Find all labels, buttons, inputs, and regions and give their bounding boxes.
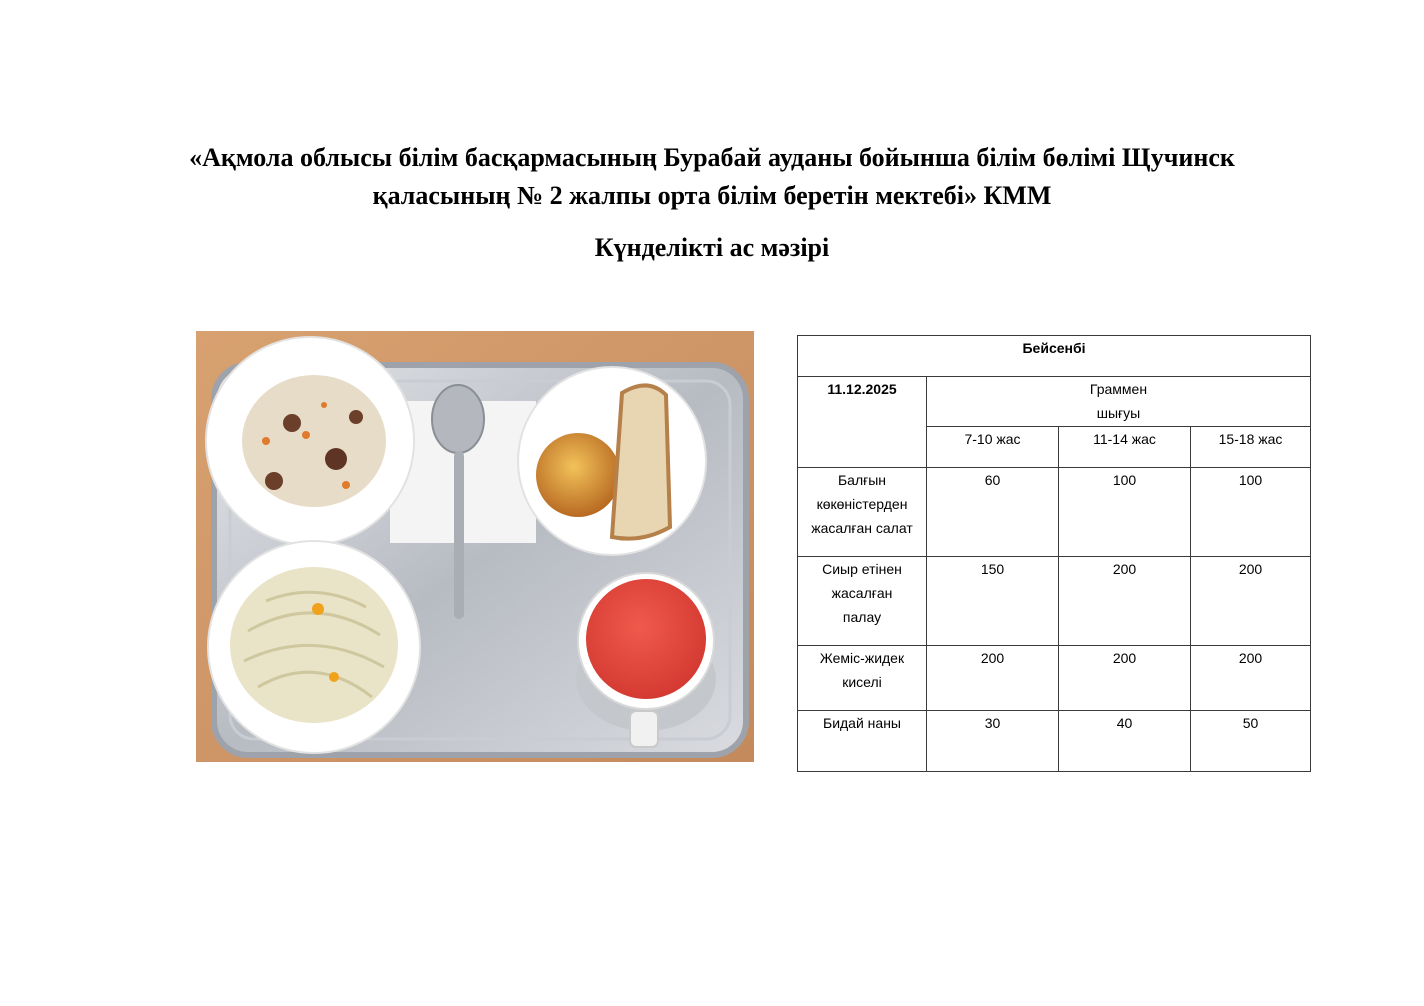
- meal-photo: [196, 331, 754, 762]
- school-name-line-2: қаласының № 2 жалпы орта білім беретін мектебі» КММ: [372, 181, 1052, 210]
- portion-value: 30: [927, 711, 1059, 772]
- menu-title: Күнделікті ас мәзірі: [594, 233, 830, 262]
- dish-name: Жеміс-жидек киселі: [798, 646, 927, 711]
- bread-plate: [518, 367, 706, 555]
- portion-value: 50: [1191, 711, 1311, 772]
- age-group-header: 11-14 жас: [1059, 427, 1191, 468]
- portion-value: 100: [1059, 468, 1191, 557]
- menu-table: [797, 335, 1311, 772]
- yield-header-row: [798, 377, 1311, 427]
- portion-value: 200: [1059, 646, 1191, 711]
- day-row: [798, 336, 1311, 377]
- portion-value: 150: [927, 557, 1059, 646]
- portion-value: 100: [1191, 468, 1311, 557]
- muffin: [536, 433, 620, 517]
- yield-header: [927, 377, 1311, 427]
- portion-value: 200: [1191, 646, 1311, 711]
- bread-slice: [612, 385, 670, 538]
- menu-item-row: [798, 646, 1311, 711]
- menu-item-row: [798, 711, 1311, 772]
- day-cell: Бейсенбі: [798, 336, 1311, 377]
- school-name-line-1: «Ақмола облысы білім басқармасының Бурабай ауданы бойынша білім бөлімі Щучинск: [189, 143, 1235, 172]
- yield-label-line-2: шығуы: [1096, 405, 1141, 421]
- yield-label-line-1: Граммен: [1089, 381, 1148, 397]
- menu-item-row: [798, 557, 1311, 646]
- dish-name: Балғын көкөністерден жасалған салат: [798, 468, 927, 557]
- age-group-header: 7-10 жас: [927, 427, 1059, 468]
- salad-plate: [208, 541, 420, 753]
- age-group-header: 15-18 жас: [1191, 427, 1311, 468]
- date-cell: 11.12.2025: [798, 377, 927, 468]
- portion-value: 60: [927, 468, 1059, 557]
- pilaf-bowl: [206, 337, 414, 545]
- dish-name: Сиыр етінен жасалған палау: [798, 557, 927, 646]
- portion-value: 200: [927, 646, 1059, 711]
- portion-value: 200: [1059, 557, 1191, 646]
- portion-value: 40: [1059, 711, 1191, 772]
- menu-item-row: [798, 468, 1311, 557]
- dish-name: Бидай наны: [798, 711, 927, 772]
- portion-value: 200: [1191, 557, 1311, 646]
